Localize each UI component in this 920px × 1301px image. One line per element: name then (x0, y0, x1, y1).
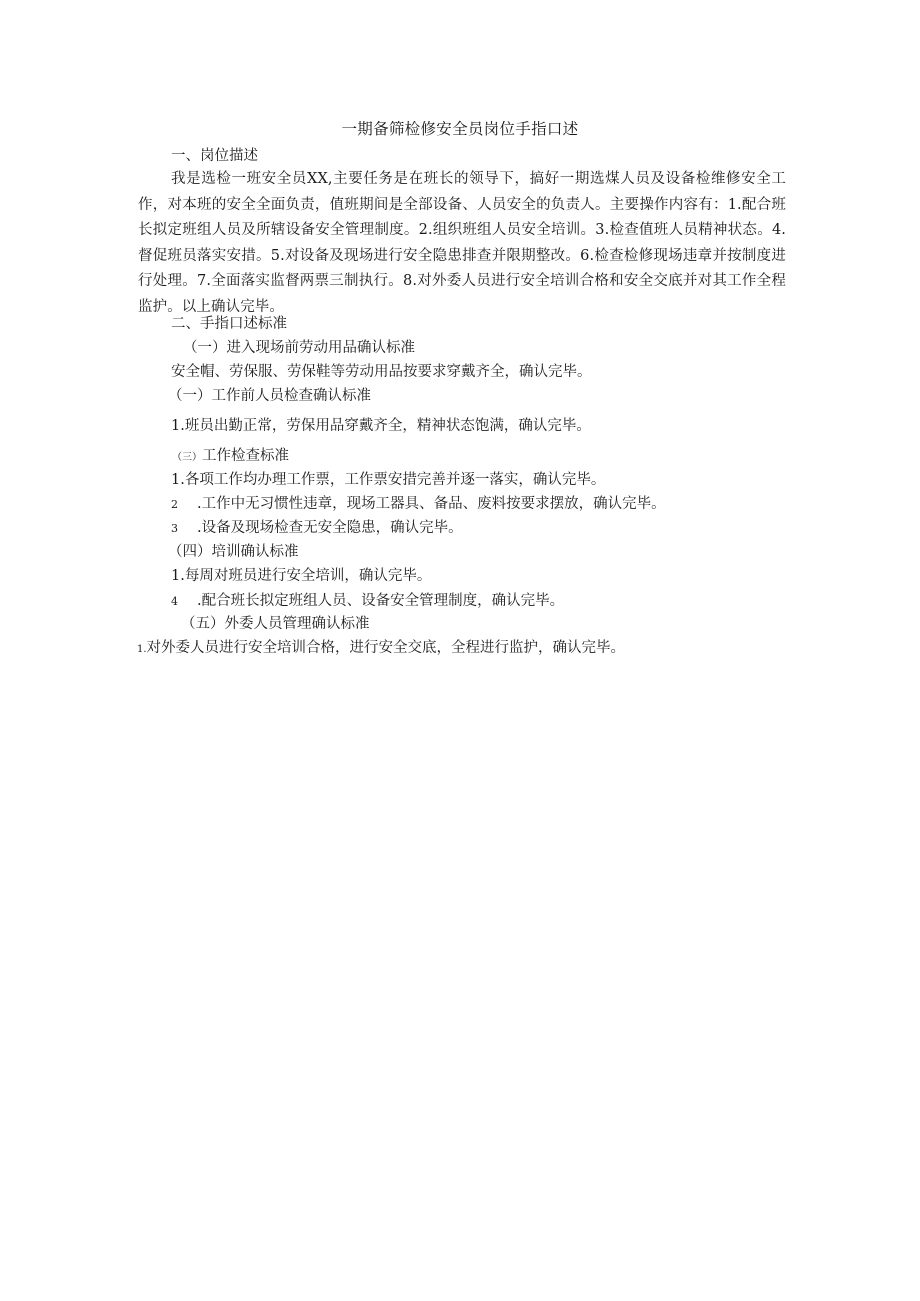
sub3-heading-marker: （三） (172, 452, 202, 463)
sub4-heading: （四）培训确认标准 (168, 544, 299, 560)
sub1-heading: （一）进入现场前劳动用品确认标准 (183, 340, 415, 356)
sub2-heading: （一）工作前人员检查确认标准 (168, 388, 371, 404)
sub3-item-2 (171, 494, 666, 515)
sub3-heading (172, 446, 289, 468)
section2-heading: 二、手指口述标准 (171, 316, 287, 332)
sub5-item-1 (137, 638, 625, 660)
sub4-item-1: 1.每周对班员进行安全培训，确认完毕。 (171, 568, 432, 584)
sub4-item-2-text: .配合班长拟定班组人员、设备安全管理制度，确认完毕。 (197, 593, 565, 609)
sub1-item: 安全帽、劳保服、劳保鞋等劳动用品按要求穿戴齐全，确认完毕。 (171, 364, 592, 380)
sub3-heading-text: 工作检查标准 (202, 448, 289, 464)
section1-heading: 一、岗位描述 (171, 148, 258, 164)
sub5-item-1-number: 1. (137, 644, 147, 655)
document-title: 一期备筛检修安全员岗位手指口述 (341, 120, 579, 138)
sub4-item-2 (171, 591, 564, 612)
section1-paragraph: 我是选检一班安全员XX,主要任务是在班长的领导下，搞好一期选煤人员及设备检维修安全工作，对本班的安全全面负责，值班期间是全部设备、人员安全的负责人。主要操作内容有：1.配合班长拟定班组人员及所辖设备安全管理制度。2.组织班组人员安全培训。3.检查值班人员精神状态。4.督促班员落实安措。5.对设备及现场进行安全隐患排查并限期整改。6.检查检修现场违章并按制度进行处理。7.全面落实监督两票三制执行。8.对外委人员进行安全培训合格和安全交底并对其工作全程监护。以上确认完毕。 (138, 171, 786, 315)
sub3-item-3-text: .设备及现场检查无安全隐患，确认完毕。 (197, 520, 463, 536)
sub3-item-2-text: .工作中无习惯性违章，现场工器具、备品、废料按要求摆放，确认完毕。 (197, 496, 666, 512)
sub3-item-2-number: 2 (171, 498, 178, 511)
sub5-item-1-text: 对外委人员进行安全培训合格，进行安全交底，全程进行监护，确认完毕。 (146, 640, 626, 656)
sub3-item-3 (171, 518, 463, 539)
sub3-item-3-number: 3 (171, 522, 178, 535)
sub3-item-1: 1.各项工作均办理工作票，工作票安措完善并逐一落实，确认完毕。 (171, 472, 606, 488)
sub4-item-2-number: 4 (171, 595, 178, 608)
sub2-item: 1.班员出勤正常，劳保用品穿戴齐全，精神状态饱满，确认完毕。 (171, 418, 591, 434)
sub5-heading: （五）外委人员管理确认标准 (181, 616, 370, 632)
